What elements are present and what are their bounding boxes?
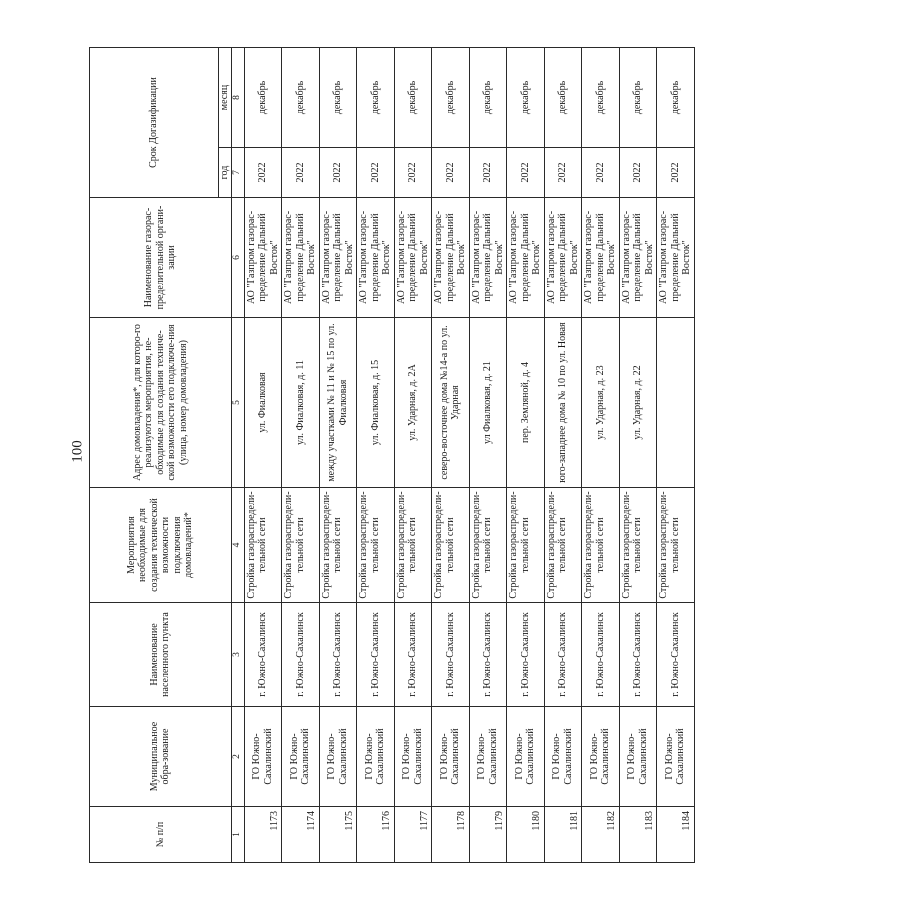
table-container — [89, 48, 692, 863]
row-number: 1178 — [432, 807, 470, 863]
row-year: 2022 — [432, 148, 470, 198]
row-activity: Стройка газораспредели-тельной сети — [469, 488, 507, 603]
row-activity: Стройка газораспредели-тельной сети — [357, 488, 395, 603]
row-activity: Стройка газораспредели-тельной сети — [282, 488, 320, 603]
row-municipality: ГО Южно-Сахалинский — [657, 707, 695, 807]
row-organization: АО "Газпром газорас-пределение Дальний Восток" — [244, 198, 282, 318]
table-row — [319, 47, 357, 862]
page-number: 100 — [69, 440, 86, 463]
row-organization: АО "Газпром газорас-пределение Дальний Восток" — [507, 198, 545, 318]
row-year: 2022 — [357, 148, 395, 198]
row-activity: Стройка газораспредели-тельной сети — [507, 488, 545, 603]
row-organization: АО "Газпром газорас-пределение Дальний Восток" — [282, 198, 320, 318]
row-year: 2022 — [657, 148, 695, 198]
header-address: Адрес домовладения*, для которо-го реализуются мероприятия, не-обходимые для создания техниче-ской возможности его подключе-ния (улица, номер домовладения) — [90, 318, 232, 488]
row-year: 2022 — [244, 148, 282, 198]
table-row — [282, 47, 320, 862]
column-number: 6 — [231, 198, 244, 318]
row-address: ул. Ударная, д. 22 — [619, 318, 657, 488]
gasification-table — [89, 47, 695, 863]
row-settlement: г. Южно-Сахалинск — [657, 603, 695, 707]
row-address: ул Фиалковая, д. 21 — [469, 318, 507, 488]
row-number: 1183 — [619, 807, 657, 863]
row-address: пер. Земляной, д. 4 — [507, 318, 545, 488]
row-year: 2022 — [394, 148, 432, 198]
row-settlement: г. Южно-Сахалинск — [619, 603, 657, 707]
row-organization: АО "Газпром газорас-пределение Дальний Восток" — [357, 198, 395, 318]
row-number: 1182 — [582, 807, 620, 863]
row-number: 1180 — [507, 807, 545, 863]
row-activity: Стройка газораспредели-тельной сети — [657, 488, 695, 603]
row-municipality: ГО Южно-Сахалинский — [432, 707, 470, 807]
row-number: 1173 — [244, 807, 282, 863]
row-month: декабрь — [432, 47, 470, 147]
table-row — [657, 47, 695, 862]
row-address: ул. Фиалковая, д. 15 — [357, 318, 395, 488]
row-month: декабрь — [282, 47, 320, 147]
header-organization: Наименование газорас-пределительной органи-зации — [90, 198, 232, 318]
row-number: 1176 — [357, 807, 395, 863]
row-year: 2022 — [469, 148, 507, 198]
row-activity: Стройка газораспредели-тельной сети — [244, 488, 282, 603]
row-municipality: ГО Южно-Сахалинский — [357, 707, 395, 807]
row-month: декабрь — [657, 47, 695, 147]
row-number: 1181 — [544, 807, 582, 863]
row-organization: АО "Газпром газорас-пределение Дальний Восток" — [582, 198, 620, 318]
row-organization: АО "Газпром газорас-пределение Дальний Восток" — [432, 198, 470, 318]
row-number: 1179 — [469, 807, 507, 863]
row-address: между участками № 11 и № 15 по ул. Фиалковая — [319, 318, 357, 488]
row-organization: АО "Газпром газорас-пределение Дальний Восток" — [657, 198, 695, 318]
row-organization: АО "Газпром газорас-пределение Дальний Восток" — [394, 198, 432, 318]
column-number: 2 — [231, 707, 244, 807]
row-activity: Стройка газораспредели-тельной сети — [432, 488, 470, 603]
row-municipality: ГО Южно-Сахалинский — [507, 707, 545, 807]
row-month: декабрь — [469, 47, 507, 147]
row-activity: Стройка газораспредели-тельной сети — [319, 488, 357, 603]
row-municipality: ГО Южно-Сахалинский — [282, 707, 320, 807]
row-month: декабрь — [357, 47, 395, 147]
table-row — [619, 47, 657, 862]
row-municipality: ГО Южно-Сахалинский — [619, 707, 657, 807]
header-municipality: Муниципальное обра-зование — [90, 707, 232, 807]
row-activity: Стройка газораспредели-тельной сети — [394, 488, 432, 603]
column-number: 5 — [231, 318, 244, 488]
row-activity: Стройка газораспредели-тельной сети — [582, 488, 620, 603]
row-settlement: г. Южно-Сахалинск — [432, 603, 470, 707]
header-deadline: Срок Догазификации — [90, 47, 219, 197]
row-month: декабрь — [394, 47, 432, 147]
table-row — [394, 47, 432, 862]
table-row — [469, 47, 507, 862]
row-organization: АО "Газпром газорас-пределение Дальний Восток" — [469, 198, 507, 318]
row-organization: АО "Газпром газорас-пределение Дальний Восток" — [544, 198, 582, 318]
row-activity: Стройка газораспредели-тельной сети — [544, 488, 582, 603]
row-settlement: г. Южно-Сахалинск — [282, 603, 320, 707]
row-year: 2022 — [507, 148, 545, 198]
row-activity: Стройка газораспредели-тельной сети — [619, 488, 657, 603]
row-address: ул. Фиалковая, д. 11 — [282, 318, 320, 488]
column-number: 1 — [231, 807, 244, 863]
table-row — [244, 47, 282, 862]
column-number: 7 — [231, 148, 244, 198]
row-municipality: ГО Южно-Сахалинский — [394, 707, 432, 807]
header-month: месяц — [219, 47, 232, 147]
column-number: 4 — [231, 488, 244, 603]
header-year: год — [219, 148, 232, 198]
row-address: ул. Ударная, д. 2А — [394, 318, 432, 488]
row-number: 1177 — [394, 807, 432, 863]
row-settlement: г. Южно-Сахалинск — [507, 603, 545, 707]
row-month: декабрь — [507, 47, 545, 147]
header-settlement: Наименование населенного пункта — [90, 603, 232, 707]
table-row — [544, 47, 582, 862]
row-settlement: г. Южно-Сахалинск — [394, 603, 432, 707]
row-settlement: г. Южно-Сахалинск — [319, 603, 357, 707]
row-municipality: ГО Южно-Сахалинский — [319, 707, 357, 807]
column-number: 3 — [231, 603, 244, 707]
row-address: юго-западнее дома № 10 по ул. Новая — [544, 318, 582, 488]
table-row — [582, 47, 620, 862]
row-year: 2022 — [544, 148, 582, 198]
row-number: 1175 — [319, 807, 357, 863]
row-month: декабрь — [244, 47, 282, 147]
row-settlement: г. Южно-Сахалинск — [544, 603, 582, 707]
row-month: декабрь — [544, 47, 582, 147]
column-number: 8 — [231, 47, 244, 147]
row-number: 1174 — [282, 807, 320, 863]
row-settlement: г. Южно-Сахалинск — [469, 603, 507, 707]
row-year: 2022 — [582, 148, 620, 198]
row-municipality: ГО Южно-Сахалинский — [244, 707, 282, 807]
row-month: декабрь — [319, 47, 357, 147]
row-address: ул. Ударная, д. 23 — [582, 318, 620, 488]
row-settlement: г. Южно-Сахалинск — [582, 603, 620, 707]
table-row — [507, 47, 545, 862]
row-organization: АО "Газпром газорас-пределение Дальний Восток" — [319, 198, 357, 318]
table-row — [357, 47, 395, 862]
row-address: ул. Фиалковая — [244, 318, 282, 488]
row-month: декабрь — [582, 47, 620, 147]
row-address — [657, 318, 695, 488]
row-municipality: ГО Южно-Сахалинский — [544, 707, 582, 807]
header-activities: Мероприятия необходимые для создания технической возможности подключения домовладений* — [90, 488, 232, 603]
row-month: декабрь — [619, 47, 657, 147]
row-year: 2022 — [619, 148, 657, 198]
row-number: 1184 — [657, 807, 695, 863]
table-row — [432, 47, 470, 862]
row-year: 2022 — [282, 148, 320, 198]
row-settlement: г. Южно-Сахалинск — [244, 603, 282, 707]
header-num: № п/п — [90, 807, 232, 863]
row-year: 2022 — [319, 148, 357, 198]
rotated-page — [89, 48, 904, 848]
row-municipality: ГО Южно-Сахалинский — [582, 707, 620, 807]
row-municipality: ГО Южно-Сахалинский — [469, 707, 507, 807]
row-address: северо-восточнее дома №14-а по ул. Ударная — [432, 318, 470, 488]
row-organization: АО "Газпром газорас-пределение Дальний Восток" — [619, 198, 657, 318]
row-settlement: г. Южно-Сахалинск — [357, 603, 395, 707]
